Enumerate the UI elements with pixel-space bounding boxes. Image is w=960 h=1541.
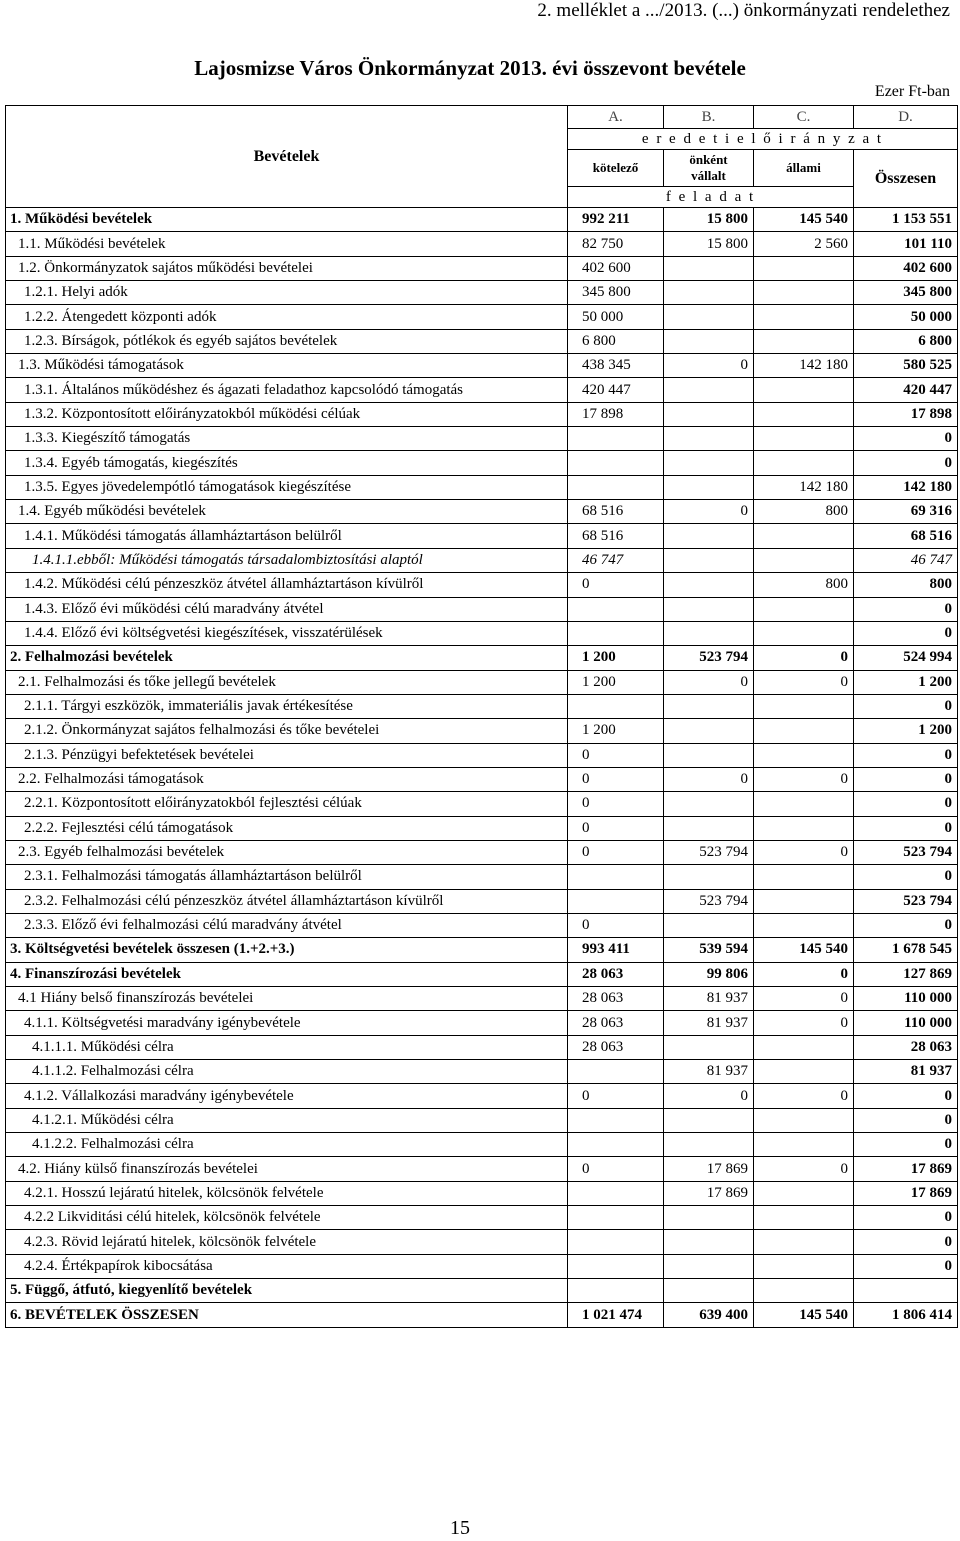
table-row bbox=[6, 1279, 958, 1303]
col-letter-a: A. bbox=[568, 106, 664, 129]
cell-total: 142 180 bbox=[854, 475, 958, 499]
cell-b bbox=[664, 694, 754, 718]
cell-a: 0 bbox=[568, 743, 664, 767]
cell-c bbox=[754, 1279, 854, 1303]
cell-c bbox=[754, 427, 854, 451]
cell-b: 15 800 bbox=[664, 208, 754, 232]
table-row bbox=[6, 281, 958, 305]
table-row bbox=[6, 597, 958, 621]
row-label: 1.2.2. Átengedett központi adók bbox=[6, 305, 568, 329]
cell-total: 420 447 bbox=[854, 378, 958, 402]
cell-total: 127 869 bbox=[854, 962, 958, 986]
row-label: 1.2.3. Bírságok, pótlékok és egyéb sajátos bevételek bbox=[6, 329, 568, 353]
cell-total: 1 153 551 bbox=[854, 208, 958, 232]
cell-total: 0 bbox=[854, 427, 958, 451]
cell-b bbox=[664, 1279, 754, 1303]
cell-a: 992 211 bbox=[568, 208, 664, 232]
row-label: 1.4.1.1.ebből: Működési támogatás társadalombiztosítási alaptól bbox=[6, 548, 568, 572]
table-row bbox=[6, 378, 958, 402]
cell-total: 0 bbox=[854, 1206, 958, 1230]
table-row bbox=[6, 816, 958, 840]
page-title: Lajosmizse Város Önkormányzat 2013. évi összevont bevétele bbox=[194, 56, 746, 80]
row-label: 2.1.1. Tárgyi eszközök, immateriális javak értékesítése bbox=[6, 694, 568, 718]
cell-a bbox=[568, 475, 664, 499]
table-row bbox=[6, 913, 958, 937]
cell-b: 99 806 bbox=[664, 962, 754, 986]
cell-total: 0 bbox=[854, 694, 958, 718]
table-row bbox=[6, 646, 958, 670]
row-label: 4.1.2.1. Működési célra bbox=[6, 1108, 568, 1132]
cell-b bbox=[664, 865, 754, 889]
table-row bbox=[6, 987, 958, 1011]
table-row bbox=[6, 256, 958, 280]
cell-total: 68 516 bbox=[854, 524, 958, 548]
cell-b: 0 bbox=[664, 500, 754, 524]
table-row bbox=[6, 670, 958, 694]
cell-c: 145 540 bbox=[754, 938, 854, 962]
cell-c bbox=[754, 1060, 854, 1084]
cell-b: 0 bbox=[664, 767, 754, 791]
table-row bbox=[6, 694, 958, 718]
cell-total: 17 869 bbox=[854, 1181, 958, 1205]
col-letter-c: C. bbox=[754, 106, 854, 129]
cell-total: 28 063 bbox=[854, 1035, 958, 1059]
cell-total: 17 869 bbox=[854, 1157, 958, 1181]
cell-b: 17 869 bbox=[664, 1181, 754, 1205]
cell-a: 50 000 bbox=[568, 305, 664, 329]
table-row bbox=[6, 524, 958, 548]
cell-c bbox=[754, 1254, 854, 1278]
cell-c bbox=[754, 329, 854, 353]
cell-b: 81 937 bbox=[664, 1060, 754, 1084]
cell-b bbox=[664, 378, 754, 402]
cell-a: 1 200 bbox=[568, 646, 664, 670]
cell-b bbox=[664, 475, 754, 499]
cell-c bbox=[754, 305, 854, 329]
row-label: 2.2.2. Fejlesztési célú támogatások bbox=[6, 816, 568, 840]
cell-a bbox=[568, 1206, 664, 1230]
row-label: 4.2.1. Hosszú lejáratú hitelek, kölcsönök felvétele bbox=[6, 1181, 568, 1205]
cell-a: 1 200 bbox=[568, 670, 664, 694]
cell-c bbox=[754, 1133, 854, 1157]
cell-c: 800 bbox=[754, 573, 854, 597]
row-label: 5. Függő, átfutó, kiegyenlítő bevételek bbox=[6, 1279, 568, 1303]
cell-total: 1 678 545 bbox=[854, 938, 958, 962]
cell-b bbox=[664, 792, 754, 816]
cell-b: 0 bbox=[664, 670, 754, 694]
cell-c bbox=[754, 451, 854, 475]
cell-b: 523 794 bbox=[664, 889, 754, 913]
cell-b bbox=[664, 1254, 754, 1278]
cell-total: 523 794 bbox=[854, 889, 958, 913]
cell-a: 0 bbox=[568, 1157, 664, 1181]
table-row bbox=[6, 1084, 958, 1108]
cell-a: 28 063 bbox=[568, 987, 664, 1011]
table-body bbox=[6, 208, 958, 1328]
table-row bbox=[6, 1181, 958, 1205]
table-row bbox=[6, 719, 958, 743]
cell-c: 0 bbox=[754, 1011, 854, 1035]
total-header: Összesen bbox=[854, 150, 958, 208]
row-label: 1.2.1. Helyi adók bbox=[6, 281, 568, 305]
row-label: 2.3. Egyéb felhalmozási bevételek bbox=[6, 840, 568, 864]
cell-c: 142 180 bbox=[754, 354, 854, 378]
table-row bbox=[6, 1108, 958, 1132]
cell-a bbox=[568, 889, 664, 913]
voluntary-header bbox=[664, 150, 754, 187]
task-header: f e l a d a t bbox=[568, 187, 854, 208]
cell-b bbox=[664, 329, 754, 353]
cell-b: 639 400 bbox=[664, 1303, 754, 1327]
table-header bbox=[6, 106, 958, 208]
cell-a: 1 021 474 bbox=[568, 1303, 664, 1327]
cell-b bbox=[664, 1206, 754, 1230]
cell-total bbox=[854, 1279, 958, 1303]
cell-total: 0 bbox=[854, 621, 958, 645]
cell-total: 0 bbox=[854, 451, 958, 475]
cell-a: 1 200 bbox=[568, 719, 664, 743]
cell-b: 0 bbox=[664, 1084, 754, 1108]
row-label: 4.1.1. Költségvetési maradvány igénybevétele bbox=[6, 1011, 568, 1035]
cell-b: 539 594 bbox=[664, 938, 754, 962]
cell-b bbox=[664, 451, 754, 475]
cell-a: 438 345 bbox=[568, 354, 664, 378]
row-label: 2. Felhalmozási bevételek bbox=[6, 646, 568, 670]
cell-total: 50 000 bbox=[854, 305, 958, 329]
annex-reference: 2. melléklet a .../2013. (...) önkormányzati rendelethez bbox=[537, 0, 950, 21]
cell-a bbox=[568, 1181, 664, 1205]
cell-b bbox=[664, 427, 754, 451]
cell-total: 0 bbox=[854, 597, 958, 621]
cell-c bbox=[754, 1035, 854, 1059]
cell-c: 0 bbox=[754, 767, 854, 791]
cell-c: 0 bbox=[754, 1084, 854, 1108]
row-label: 1.3.2. Központosított előirányzatokból működési célúak bbox=[6, 402, 568, 426]
table-row bbox=[6, 1230, 958, 1254]
cell-c bbox=[754, 792, 854, 816]
cell-total: 580 525 bbox=[854, 354, 958, 378]
cell-total: 6 800 bbox=[854, 329, 958, 353]
original-estimate-header: e r e d e t i e l ő i r á n y z a t bbox=[568, 129, 958, 150]
row-label: 1.3. Működési támogatások bbox=[6, 354, 568, 378]
cell-c: 142 180 bbox=[754, 475, 854, 499]
table-row bbox=[6, 402, 958, 426]
cell-c bbox=[754, 865, 854, 889]
row-label: 2.1.3. Pénzügyi befektetések bevételei bbox=[6, 743, 568, 767]
cell-b bbox=[664, 743, 754, 767]
cell-total: 345 800 bbox=[854, 281, 958, 305]
row-label: 1.4.2. Működési célú pénzeszköz átvétel államháztartáson kívülről bbox=[6, 573, 568, 597]
cell-a: 0 bbox=[568, 767, 664, 791]
cell-c: 145 540 bbox=[754, 1303, 854, 1327]
row-label: 2.1.2. Önkormányzat sajátos felhalmozási és tőke bevételei bbox=[6, 719, 568, 743]
cell-total: 46 747 bbox=[854, 548, 958, 572]
cell-a bbox=[568, 451, 664, 475]
row-label: 3. Költségvetési bevételek összesen (1.+2.+3.) bbox=[6, 938, 568, 962]
cell-b bbox=[664, 1133, 754, 1157]
cell-a: 28 063 bbox=[568, 1011, 664, 1035]
unit-label: Ezer Ft-ban bbox=[874, 83, 950, 100]
cell-total: 17 898 bbox=[854, 402, 958, 426]
cell-c bbox=[754, 402, 854, 426]
table-row bbox=[6, 232, 958, 256]
cell-c bbox=[754, 548, 854, 572]
cell-b: 523 794 bbox=[664, 840, 754, 864]
table-row bbox=[6, 305, 958, 329]
cell-b bbox=[664, 281, 754, 305]
cell-c bbox=[754, 281, 854, 305]
revenue-table bbox=[5, 105, 958, 1328]
table-row bbox=[6, 938, 958, 962]
cell-a: 46 747 bbox=[568, 548, 664, 572]
row-label: 6. BEVÉTELEK ÖSSZESEN bbox=[6, 1303, 568, 1327]
cell-a: 82 750 bbox=[568, 232, 664, 256]
row-label: 1.3.4. Egyéb támogatás, kiegészítés bbox=[6, 451, 568, 475]
state-header: állami bbox=[754, 150, 854, 187]
cell-c bbox=[754, 889, 854, 913]
cell-b: 15 800 bbox=[664, 232, 754, 256]
table-row bbox=[6, 1157, 958, 1181]
cell-a bbox=[568, 1108, 664, 1132]
cell-a bbox=[568, 427, 664, 451]
cell-b bbox=[664, 1035, 754, 1059]
cell-b bbox=[664, 402, 754, 426]
cell-total: 0 bbox=[854, 1084, 958, 1108]
table-row bbox=[6, 1133, 958, 1157]
row-label: 4.2. Hiány külső finanszírozás bevételei bbox=[6, 1157, 568, 1181]
cell-b bbox=[664, 524, 754, 548]
table-row bbox=[6, 743, 958, 767]
row-label: 4.2.4. Értékpapírok kibocsátása bbox=[6, 1254, 568, 1278]
row-label: 1.4. Egyéb működési bevételek bbox=[6, 500, 568, 524]
cell-a bbox=[568, 1279, 664, 1303]
table-row bbox=[6, 500, 958, 524]
cell-c: 0 bbox=[754, 962, 854, 986]
cell-b bbox=[664, 913, 754, 937]
table-row bbox=[6, 573, 958, 597]
cell-total: 101 110 bbox=[854, 232, 958, 256]
cell-a: 0 bbox=[568, 1084, 664, 1108]
cell-a: 420 447 bbox=[568, 378, 664, 402]
row-label: 1.4.1. Működési támogatás államháztartáson belülről bbox=[6, 524, 568, 548]
cell-c bbox=[754, 256, 854, 280]
table-row bbox=[6, 621, 958, 645]
cell-b bbox=[664, 816, 754, 840]
cell-total: 110 000 bbox=[854, 1011, 958, 1035]
cell-c bbox=[754, 524, 854, 548]
cell-b bbox=[664, 1108, 754, 1132]
cell-a bbox=[568, 865, 664, 889]
cell-c: 0 bbox=[754, 670, 854, 694]
table-row bbox=[6, 451, 958, 475]
cell-total: 0 bbox=[854, 1230, 958, 1254]
row-label: 2.3.2. Felhalmozási célú pénzeszköz átvétel államháztartáson kívülről bbox=[6, 889, 568, 913]
cell-c bbox=[754, 1181, 854, 1205]
row-label: 1.1. Működési bevételek bbox=[6, 232, 568, 256]
table-row bbox=[6, 865, 958, 889]
cell-total: 1 200 bbox=[854, 719, 958, 743]
table-row bbox=[6, 1206, 958, 1230]
page-number: 15 bbox=[450, 1517, 470, 1539]
cell-a: 993 411 bbox=[568, 938, 664, 962]
row-label: 1.2. Önkormányzatok sajátos működési bevételei bbox=[6, 256, 568, 280]
table-row bbox=[6, 329, 958, 353]
cell-a: 0 bbox=[568, 913, 664, 937]
row-label: 1.4.3. Előző évi működési célú maradvány átvétel bbox=[6, 597, 568, 621]
cell-b: 17 869 bbox=[664, 1157, 754, 1181]
cell-c bbox=[754, 694, 854, 718]
row-label: 1.4.4. Előző évi költségvetési kiegészítések, visszatérülések bbox=[6, 621, 568, 645]
cell-total: 0 bbox=[854, 865, 958, 889]
cell-b bbox=[664, 573, 754, 597]
cell-total: 69 316 bbox=[854, 500, 958, 524]
table-row bbox=[6, 548, 958, 572]
table-row bbox=[6, 1254, 958, 1278]
cell-a: 6 800 bbox=[568, 329, 664, 353]
cell-b bbox=[664, 256, 754, 280]
cell-c bbox=[754, 621, 854, 645]
cell-c bbox=[754, 378, 854, 402]
cell-a: 0 bbox=[568, 840, 664, 864]
cell-a: 68 516 bbox=[568, 524, 664, 548]
cell-b bbox=[664, 305, 754, 329]
cell-a bbox=[568, 1254, 664, 1278]
col-letter-b: B. bbox=[664, 106, 754, 129]
cell-total: 0 bbox=[854, 1108, 958, 1132]
cell-total: 0 bbox=[854, 743, 958, 767]
cell-c: 0 bbox=[754, 646, 854, 670]
cell-total: 800 bbox=[854, 573, 958, 597]
row-label: 4.1.2.2. Felhalmozási célra bbox=[6, 1133, 568, 1157]
cell-b bbox=[664, 597, 754, 621]
cell-b bbox=[664, 621, 754, 645]
row-label: 4.1.1.1. Működési célra bbox=[6, 1035, 568, 1059]
cell-a: 0 bbox=[568, 573, 664, 597]
table-row bbox=[6, 840, 958, 864]
cell-b bbox=[664, 548, 754, 572]
cell-a: 68 516 bbox=[568, 500, 664, 524]
row-label: 4.1.2. Vállalkozási maradvány igénybevétele bbox=[6, 1084, 568, 1108]
cell-a bbox=[568, 1133, 664, 1157]
cell-a: 0 bbox=[568, 816, 664, 840]
table-row bbox=[6, 475, 958, 499]
row-label: 1.3.3. Kiegészítő támogatás bbox=[6, 427, 568, 451]
col-letter-d: D. bbox=[854, 106, 958, 129]
table-row bbox=[6, 1303, 958, 1327]
voluntary-line1: önként bbox=[689, 152, 728, 167]
row-label: 4.2.3. Rövid lejáratú hitelek, kölcsönök felvétele bbox=[6, 1230, 568, 1254]
cell-a: 345 800 bbox=[568, 281, 664, 305]
row-label: 2.1. Felhalmozási és tőke jellegű bevételek bbox=[6, 670, 568, 694]
cell-c: 2 560 bbox=[754, 232, 854, 256]
row-label: 4.1 Hiány belső finanszírozás bevételei bbox=[6, 987, 568, 1011]
table-row bbox=[6, 354, 958, 378]
table-row bbox=[6, 1011, 958, 1035]
cell-total: 1 200 bbox=[854, 670, 958, 694]
cell-a: 28 063 bbox=[568, 962, 664, 986]
cell-b: 523 794 bbox=[664, 646, 754, 670]
table-row bbox=[6, 1060, 958, 1084]
cell-total: 110 000 bbox=[854, 987, 958, 1011]
mandatory-header: kötelező bbox=[568, 150, 664, 187]
table-row bbox=[6, 427, 958, 451]
cell-c bbox=[754, 1108, 854, 1132]
cell-a bbox=[568, 597, 664, 621]
cell-a: 0 bbox=[568, 792, 664, 816]
row-label: 4.2.2 Likviditási célú hitelek, kölcsönök felvétele bbox=[6, 1206, 568, 1230]
row-label: 4.1.1.2. Felhalmozási célra bbox=[6, 1060, 568, 1084]
row-label: 2.3.3. Előző évi felhalmozási célú maradvány átvétel bbox=[6, 913, 568, 937]
row-label: 2.2. Felhalmozási támogatások bbox=[6, 767, 568, 791]
cell-total: 1 806 414 bbox=[854, 1303, 958, 1327]
row-label: 2.3.1. Felhalmozási támogatás államháztartáson belülről bbox=[6, 865, 568, 889]
cell-total: 0 bbox=[854, 1133, 958, 1157]
cell-c bbox=[754, 1230, 854, 1254]
cell-c: 800 bbox=[754, 500, 854, 524]
row-label: 1.3.5. Egyes jövedelempótló támogatások kiegészítése bbox=[6, 475, 568, 499]
cell-a: 17 898 bbox=[568, 402, 664, 426]
voluntary-line2: vállalt bbox=[691, 168, 726, 183]
cell-a bbox=[568, 1060, 664, 1084]
revenue-column-header: Bevételek bbox=[6, 106, 568, 208]
cell-c bbox=[754, 597, 854, 621]
cell-c: 0 bbox=[754, 1157, 854, 1181]
cell-c bbox=[754, 719, 854, 743]
cell-total: 0 bbox=[854, 792, 958, 816]
table-row bbox=[6, 767, 958, 791]
cell-total: 524 994 bbox=[854, 646, 958, 670]
cell-total: 402 600 bbox=[854, 256, 958, 280]
cell-b: 81 937 bbox=[664, 1011, 754, 1035]
cell-a bbox=[568, 1230, 664, 1254]
row-label: 1. Működési bevételek bbox=[6, 208, 568, 232]
cell-total: 0 bbox=[854, 816, 958, 840]
cell-c bbox=[754, 743, 854, 767]
row-label: 4. Finanszírozási bevételek bbox=[6, 962, 568, 986]
table-row bbox=[6, 962, 958, 986]
table-row bbox=[6, 1035, 958, 1059]
cell-a: 402 600 bbox=[568, 256, 664, 280]
cell-c: 145 540 bbox=[754, 208, 854, 232]
cell-c: 0 bbox=[754, 840, 854, 864]
cell-total: 0 bbox=[854, 913, 958, 937]
cell-c bbox=[754, 816, 854, 840]
cell-total: 0 bbox=[854, 767, 958, 791]
cell-b: 81 937 bbox=[664, 987, 754, 1011]
table-row bbox=[6, 208, 958, 232]
cell-c: 0 bbox=[754, 987, 854, 1011]
cell-b: 0 bbox=[664, 354, 754, 378]
cell-c bbox=[754, 1206, 854, 1230]
cell-total: 0 bbox=[854, 1254, 958, 1278]
cell-c bbox=[754, 913, 854, 937]
cell-a: 28 063 bbox=[568, 1035, 664, 1059]
cell-b bbox=[664, 719, 754, 743]
table-row bbox=[6, 889, 958, 913]
cell-total: 81 937 bbox=[854, 1060, 958, 1084]
cell-b bbox=[664, 1230, 754, 1254]
row-label: 2.2.1. Központosított előirányzatokból fejlesztési célúak bbox=[6, 792, 568, 816]
table-row bbox=[6, 792, 958, 816]
row-label: 1.3.1. Általános működéshez és ágazati feladathoz kapcsolódó támogatás bbox=[6, 378, 568, 402]
cell-a bbox=[568, 694, 664, 718]
cell-total: 523 794 bbox=[854, 840, 958, 864]
cell-a bbox=[568, 621, 664, 645]
